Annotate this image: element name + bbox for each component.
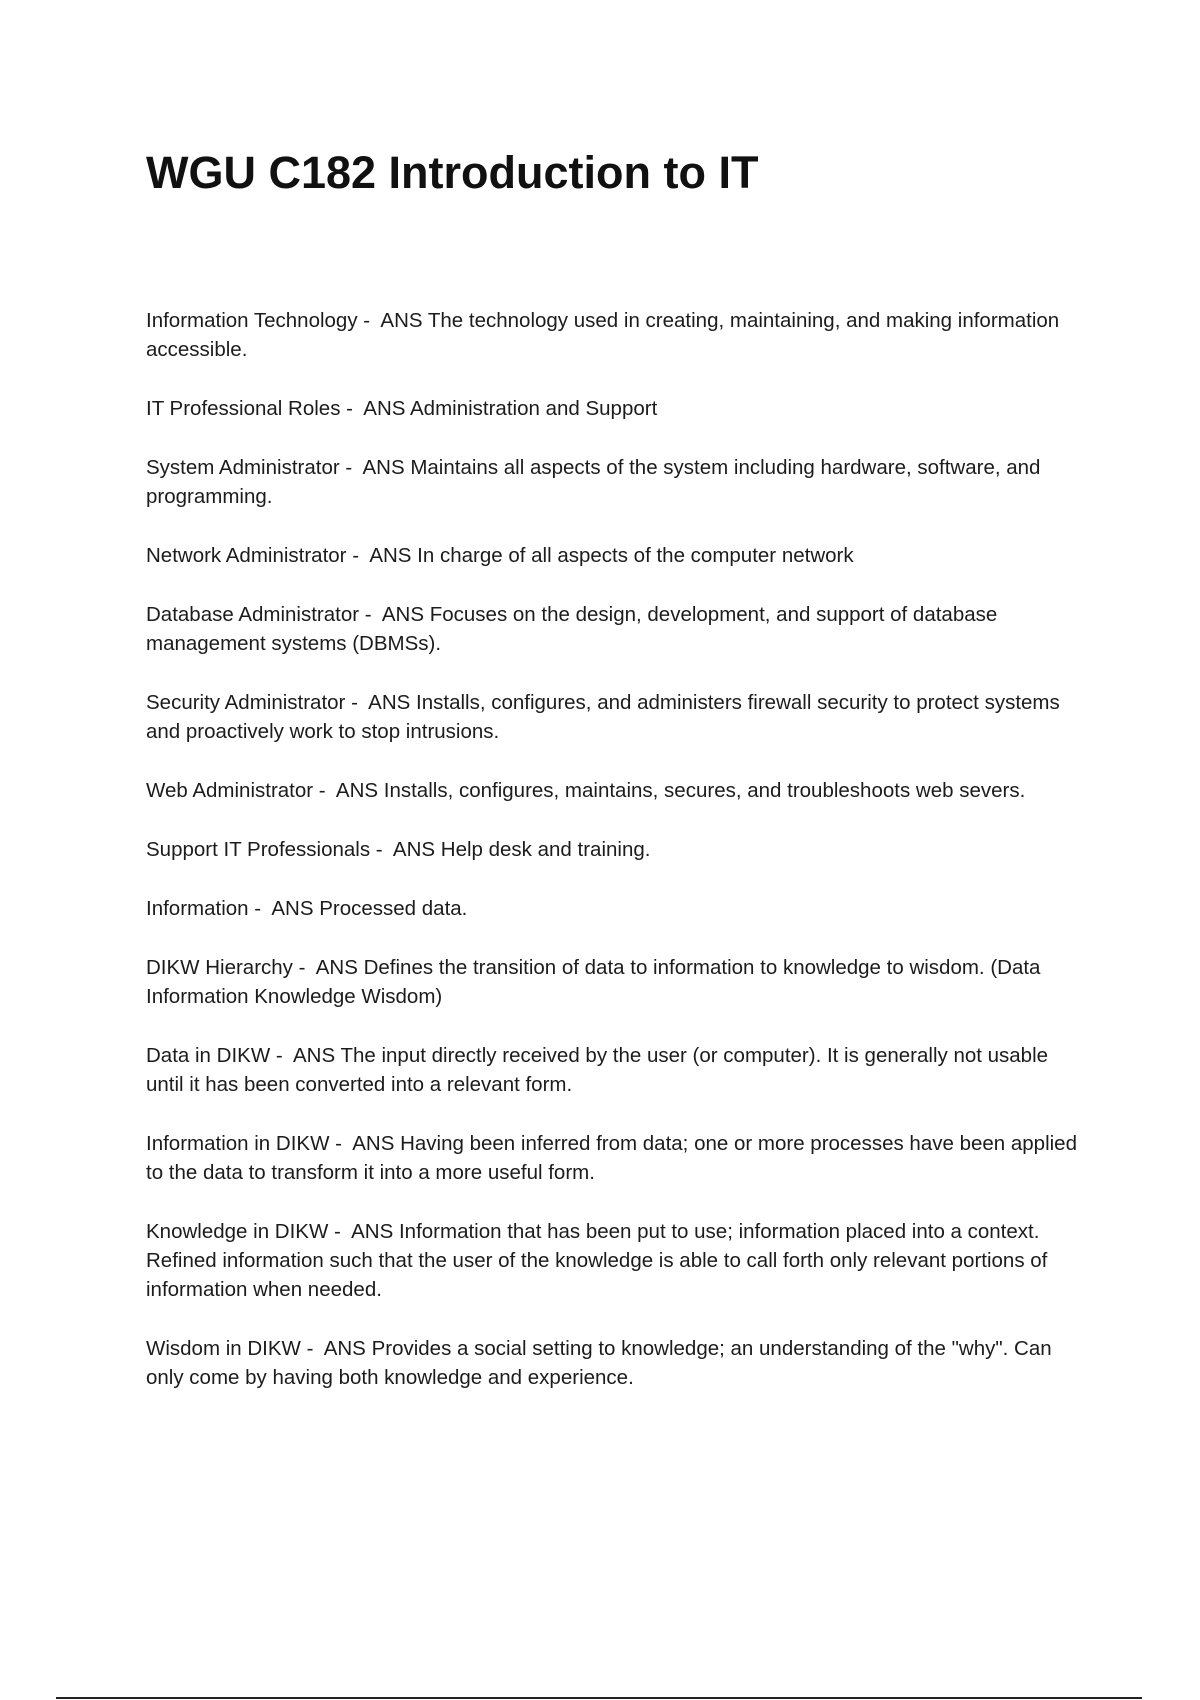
entry [146, 306, 1086, 364]
entry-separator: - [328, 1220, 352, 1243]
entry-term: Knowledge in DIKW [146, 1220, 329, 1243]
entry-definition: The input directly received by the user (or computer). It is generally not usable until it has been converted into a relevant form. [146, 1044, 1049, 1096]
answer-marker: ANS [323, 1337, 366, 1360]
answer-marker: ANS [315, 956, 358, 979]
answer-marker: ANS [362, 456, 405, 479]
entry-term: IT Professional Roles [146, 397, 341, 420]
answer-marker: ANS [292, 1044, 336, 1067]
entry-separator: - [313, 779, 336, 802]
entry-separator: - [270, 1044, 293, 1067]
entry-definition: Defines the transition of data to information to knowledge to wisdom. (Data Information Knowledge Wisdom) [146, 956, 1041, 1008]
entry-separator: - [300, 1337, 324, 1360]
entry-term: Support IT Professionals [146, 838, 371, 861]
entry [146, 453, 1086, 511]
answer-marker: ANS [381, 603, 425, 626]
answer-marker: ANS [335, 779, 379, 802]
entry-term: Web Administrator [146, 779, 314, 802]
entry-separator: - [329, 1132, 353, 1155]
answer-marker: ANS [369, 544, 412, 567]
answer-marker: ANS [380, 309, 423, 332]
entry [146, 688, 1086, 746]
entry-definition: Processed data. [319, 897, 468, 920]
entry-definition: Having been inferred from data; one or more processes have been applied to the data to transform it into a more useful form. [146, 1132, 1077, 1184]
answer-marker: ANS [363, 397, 406, 420]
entry-separator: - [340, 397, 364, 420]
entry-separator: - [345, 691, 369, 714]
entry-separator: - [292, 956, 316, 979]
entry-term: Information [146, 897, 249, 920]
entry [146, 1129, 1086, 1187]
entry-term: Data in DIKW [146, 1044, 271, 1067]
footer-divider [56, 1697, 1142, 1699]
answer-marker: ANS [271, 897, 314, 920]
entry-separator: - [357, 309, 381, 332]
entry-term: Information Technology [146, 309, 358, 332]
page-title: WGU C182 Introduction to IT [146, 147, 759, 198]
entry [146, 835, 1086, 864]
entry-term: Security Administrator [146, 691, 346, 714]
entry [146, 600, 1086, 658]
entry-definition: In charge of all aspects of the computer network [417, 544, 854, 567]
answer-marker: ANS [351, 1220, 394, 1243]
entry-term: DIKW Hierarchy [146, 956, 293, 979]
entry-separator: - [346, 544, 370, 567]
entry [146, 541, 1086, 570]
entry-separator: - [248, 897, 272, 920]
entry-definition: Focuses on the design, development, and support of database management systems (DBMSs). [146, 603, 998, 655]
entry-definition: Installs, configures, and administers firewall security to protect systems and proactively work to stop intrusions. [146, 691, 1060, 743]
answer-marker: ANS [368, 691, 411, 714]
entry-definition: Provides a social setting to knowledge; an understanding of the "why". Can only come by having both knowledge and experience. [146, 1337, 1052, 1389]
entry-list [146, 306, 1086, 1422]
entry [146, 394, 1086, 423]
entry [146, 894, 1086, 923]
entry-term: Wisdom in DIKW [146, 1337, 301, 1360]
entry-separator: - [339, 456, 363, 479]
entry-definition: Information that has been put to use; information placed into a context. Refined information such that the user of the knowledge is able to call forth only relevant portions of information when needed. [146, 1220, 1048, 1301]
entry [146, 953, 1086, 1011]
answer-marker: ANS [352, 1132, 395, 1155]
entry-term: Network Administrator [146, 544, 347, 567]
entry [146, 1334, 1086, 1392]
entry [146, 776, 1086, 805]
entry-term: System Administrator [146, 456, 340, 479]
entry-definition: Installs, configures, maintains, secures, and troubleshoots web severs. [383, 779, 1026, 802]
entry-term: Database Administrator [146, 603, 360, 626]
answer-marker: ANS [392, 838, 436, 861]
entry-term: Information in DIKW [146, 1132, 330, 1155]
entry-separator: - [370, 838, 393, 861]
entry-definition: Help desk and training. [440, 838, 651, 861]
entry [146, 1217, 1086, 1304]
entry-separator: - [359, 603, 382, 626]
entry-definition: The technology used in creating, maintaining, and making information accessible. [146, 309, 1060, 361]
entry-definition: Administration and Support [410, 397, 658, 420]
entry-definition: Maintains all aspects of the system including hardware, software, and programming. [146, 456, 1041, 508]
entry [146, 1041, 1086, 1099]
